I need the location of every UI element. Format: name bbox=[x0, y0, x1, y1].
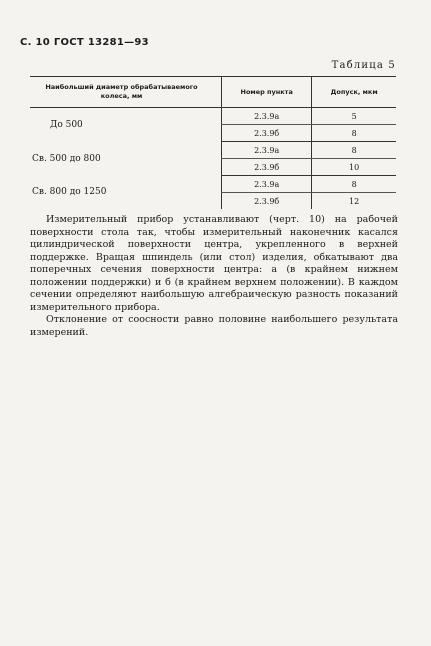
tolerance-cell: 8 bbox=[312, 176, 396, 193]
item-cell: 2.3.9б bbox=[222, 193, 312, 210]
tolerance-cell: 8 bbox=[312, 125, 396, 142]
body-text bbox=[30, 214, 398, 339]
table-row bbox=[30, 176, 396, 193]
item-cell: 2.3.9а bbox=[222, 142, 312, 159]
tolerance-cell: 12 bbox=[312, 193, 396, 210]
item-cell: 2.3.9б bbox=[222, 159, 312, 176]
column-header-tolerance: Допуск, мкм bbox=[312, 77, 396, 108]
tolerance-cell: 10 bbox=[312, 159, 396, 176]
diameter-cell: До 500 bbox=[50, 119, 83, 130]
table-header-row bbox=[30, 77, 396, 108]
tolerance-cell: 8 bbox=[312, 142, 396, 159]
page-header: С. 10 ГОСТ 13281—93 bbox=[20, 37, 149, 48]
table-caption: Таблица 5 bbox=[331, 60, 396, 71]
table-row bbox=[30, 108, 396, 125]
item-cell: 2.3.9б bbox=[222, 125, 312, 142]
table-row bbox=[30, 142, 396, 159]
diameter-cell: Св. 800 до 1250 bbox=[32, 187, 107, 198]
column-header-diameter: Наибольший диаметр обрабатываемого колеса, мм bbox=[30, 77, 222, 108]
tolerance-table bbox=[30, 76, 396, 209]
diameter-cell: Св. 500 до 800 bbox=[32, 153, 101, 164]
column-header-item: Номер пункта bbox=[222, 77, 312, 108]
item-cell: 2.3.9а bbox=[222, 108, 312, 125]
paragraph-result: Отклонение от соосности равно половине наибольшего результата измерений. bbox=[30, 314, 398, 338]
item-cell: 2.3.9а bbox=[222, 176, 312, 193]
tolerance-cell: 5 bbox=[312, 108, 396, 125]
paragraph-method: Измерительный прибор устанавливают (черт. 10) на рабочей поверхности стола так, чтобы измерительный наконечник касался цилиндрической поверхности центра, укрепленного в верхней поддержке. Вращая шпиндель (или стол) изделия, обкатывают два поперечных сечения поверхности центра: а (в крайнем нижнем положении поддержки) и б (в крайнем верхнем положении). В каждом сечении определяют наибольшую алгебраическую разность показаний измерительного прибора. bbox=[30, 214, 398, 313]
